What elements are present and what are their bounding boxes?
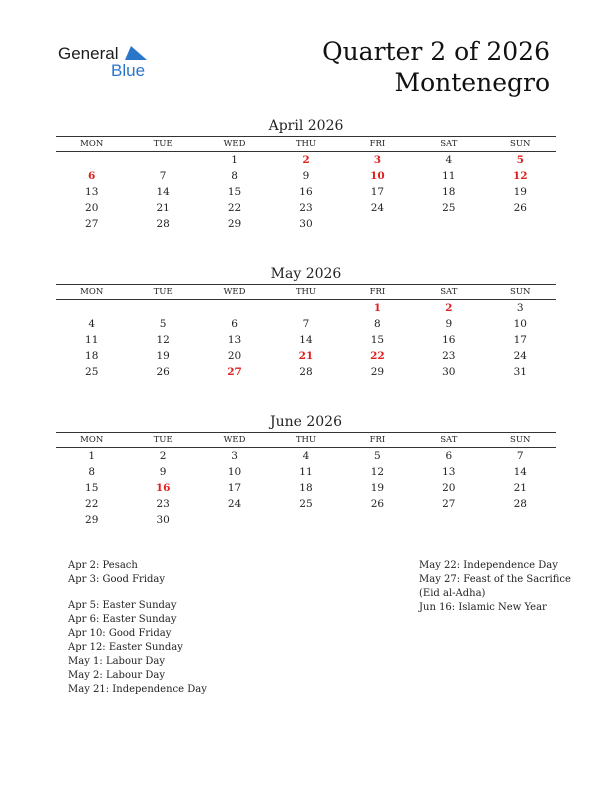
week-row [56, 216, 556, 232]
month-name: May 2026 [270, 266, 342, 282]
day-cell: 18 [85, 350, 99, 362]
month-june [56, 412, 556, 528]
day-cell: 6 [445, 450, 453, 462]
month-name: June 2026 [269, 414, 342, 430]
day-cell: 4 [445, 154, 453, 166]
day-cell: 17 [227, 482, 242, 494]
day-cell: 21 [513, 482, 527, 494]
day-cell: 4 [88, 318, 96, 330]
week-row [56, 300, 556, 317]
holiday-group-spacer [68, 587, 207, 599]
day-cell [270, 512, 341, 528]
day-cell: 6 [88, 170, 96, 182]
day-cell: 13 [227, 334, 242, 346]
day-cell: 19 [513, 186, 527, 198]
day-cell: 29 [85, 514, 99, 526]
day-cell: 14 [299, 334, 313, 346]
day-cell: 19 [370, 482, 385, 494]
day-cell: 8 [231, 170, 238, 182]
day-cell: 3 [373, 154, 382, 166]
day-cell [485, 512, 556, 528]
holiday-entry: Apr 5: Easter Sunday [68, 600, 177, 611]
weekday-header: SAT [413, 433, 484, 448]
week-row [56, 332, 556, 348]
day-cell: 20 [85, 202, 99, 214]
day-cell: 6 [231, 318, 238, 330]
weekday-header: THU [270, 137, 341, 152]
weekday-header: SAT [413, 137, 484, 152]
day-cell: 5 [516, 154, 524, 166]
day-cell: 27 [442, 498, 456, 510]
week-row [56, 512, 556, 528]
day-cell: 10 [370, 170, 385, 182]
day-cell [270, 300, 341, 317]
day-cell: 12 [156, 334, 170, 346]
holiday-entry: May 1: Labour Day [68, 656, 165, 667]
day-cell: 17 [370, 186, 385, 198]
weekday-header: MON [56, 137, 127, 152]
weekday-header: THU [270, 433, 341, 448]
holiday-entry: (Eid al-Adha) [419, 588, 486, 599]
holiday-list-left [68, 559, 207, 697]
day-cell [127, 152, 198, 169]
day-cell [127, 300, 198, 317]
week-row [56, 496, 556, 512]
weekday-header: SUN [485, 137, 556, 152]
day-cell: 11 [442, 170, 456, 182]
week-row [56, 200, 556, 216]
day-cell: 15 [85, 482, 99, 494]
month-name: April 2026 [268, 118, 344, 134]
title-quarter: Quarter 2 of 2026 [322, 37, 550, 66]
day-cell: 1 [373, 302, 382, 314]
day-cell [56, 300, 127, 317]
weekday-header: MON [56, 433, 127, 448]
day-cell: 30 [299, 218, 313, 230]
calendar-grid [56, 432, 556, 528]
holiday-entry: Apr 2: Pesach [68, 560, 138, 571]
week-row [56, 168, 556, 184]
day-cell: 7 [302, 318, 310, 330]
day-cell: 24 [370, 202, 385, 214]
weekday-header: THU [270, 285, 341, 300]
logo-text-general: General [58, 44, 119, 63]
day-cell: 23 [442, 350, 456, 362]
day-cell [56, 152, 127, 169]
day-cell: 9 [302, 170, 310, 182]
day-cell [485, 216, 556, 232]
day-cell: 28 [156, 218, 170, 230]
week-row [56, 448, 556, 465]
day-cell: 26 [156, 366, 170, 378]
day-cell: 11 [85, 334, 99, 346]
day-cell: 24 [227, 498, 242, 510]
day-cell: 22 [227, 202, 242, 214]
month-may [56, 264, 556, 380]
day-cell: 1 [231, 154, 238, 166]
weekday-header: FRI [342, 433, 413, 448]
day-cell: 24 [513, 350, 527, 362]
day-cell [199, 512, 270, 528]
day-cell: 16 [442, 334, 456, 346]
logo [58, 44, 168, 84]
day-cell [413, 216, 484, 232]
month-april [56, 116, 556, 232]
day-cell: 10 [227, 466, 242, 478]
day-cell: 11 [299, 466, 313, 478]
day-cell: 14 [513, 466, 527, 478]
holiday-entry: May 21: Independence Day [68, 684, 207, 695]
day-cell: 3 [231, 450, 238, 462]
weekday-header: FRI [342, 285, 413, 300]
day-cell: 1 [88, 450, 96, 462]
holiday-entry: May 2: Labour Day [68, 670, 165, 681]
day-cell: 18 [442, 186, 456, 198]
day-cell [413, 512, 484, 528]
weekday-header: TUE [127, 137, 198, 152]
holiday-entry: May 22: Independence Day [419, 560, 558, 571]
day-cell: 21 [156, 202, 170, 214]
day-cell: 3 [516, 302, 524, 314]
day-cell: 20 [227, 350, 242, 362]
day-cell: 19 [156, 350, 170, 362]
day-cell: 25 [85, 366, 99, 378]
calendar-grid [56, 284, 556, 380]
day-cell: 22 [85, 498, 99, 510]
day-cell: 9 [445, 318, 453, 330]
day-cell: 2 [159, 450, 167, 462]
weekday-header: TUE [127, 433, 198, 448]
weekday-header: MON [56, 285, 127, 300]
holiday-entry: Jun 16: Islamic New Year [419, 602, 547, 613]
day-cell: 2 [445, 302, 453, 314]
weekday-header: SAT [413, 285, 484, 300]
day-cell: 30 [442, 366, 456, 378]
day-cell: 27 [85, 218, 99, 230]
week-row [56, 480, 556, 496]
page-title [322, 36, 550, 98]
day-cell: 16 [155, 482, 171, 494]
day-cell: 14 [156, 186, 170, 198]
day-cell [342, 512, 413, 528]
day-cell: 12 [512, 170, 528, 182]
holiday-entry: May 27: Feast of the Sacrifice [419, 574, 571, 585]
day-cell: 23 [156, 498, 170, 510]
day-cell: 4 [302, 450, 310, 462]
day-cell: 30 [156, 514, 170, 526]
day-cell: 21 [298, 350, 314, 362]
day-cell: 26 [513, 202, 527, 214]
day-cell: 18 [299, 482, 313, 494]
day-cell: 26 [370, 498, 385, 510]
day-cell: 22 [370, 350, 385, 362]
day-cell: 28 [513, 498, 527, 510]
day-cell: 17 [513, 334, 527, 346]
week-row [56, 364, 556, 380]
weekday-header: SUN [485, 285, 556, 300]
day-cell: 15 [227, 186, 242, 198]
day-cell: 7 [159, 170, 167, 182]
day-cell: 13 [85, 186, 99, 198]
week-row [56, 184, 556, 200]
day-cell: 2 [302, 154, 310, 166]
weekday-header: WED [199, 137, 270, 152]
day-cell: 10 [513, 318, 527, 330]
holiday-list-right [419, 559, 571, 615]
day-cell: 27 [227, 366, 242, 378]
week-row [56, 348, 556, 364]
calendar-grid [56, 136, 556, 232]
logo-text-blue: Blue [111, 61, 146, 80]
day-cell: 28 [299, 366, 313, 378]
day-cell: 5 [159, 318, 167, 330]
week-row [56, 464, 556, 480]
day-cell: 31 [513, 366, 527, 378]
day-cell: 25 [299, 498, 313, 510]
week-row [56, 316, 556, 332]
day-cell: 9 [159, 466, 167, 478]
day-cell: 23 [299, 202, 313, 214]
weekday-header: FRI [342, 137, 413, 152]
day-cell: 16 [299, 186, 313, 198]
day-cell [199, 300, 270, 317]
day-cell: 12 [370, 466, 385, 478]
title-country: Montenegro [394, 68, 550, 97]
holiday-entry: Apr 10: Good Friday [68, 628, 172, 639]
day-cell: 8 [88, 466, 96, 478]
holiday-entry: Apr 6: Easter Sunday [68, 614, 177, 625]
day-cell: 7 [516, 450, 524, 462]
day-cell: 29 [370, 366, 385, 378]
day-cell [342, 216, 413, 232]
week-row [56, 152, 556, 169]
day-cell: 15 [370, 334, 385, 346]
weekday-header: TUE [127, 285, 198, 300]
day-cell: 25 [442, 202, 456, 214]
logo-triangle-icon [125, 46, 147, 60]
day-cell: 13 [442, 466, 456, 478]
weekday-header: WED [199, 433, 270, 448]
holiday-entry: Apr 3: Good Friday [68, 574, 166, 585]
holiday-entry: Apr 12: Easter Sunday [68, 642, 183, 653]
weekday-header: WED [199, 285, 270, 300]
day-cell: 20 [442, 482, 456, 494]
day-cell: 5 [374, 450, 381, 462]
day-cell: 29 [227, 218, 242, 230]
weekday-header: SUN [485, 433, 556, 448]
day-cell: 8 [374, 318, 381, 330]
